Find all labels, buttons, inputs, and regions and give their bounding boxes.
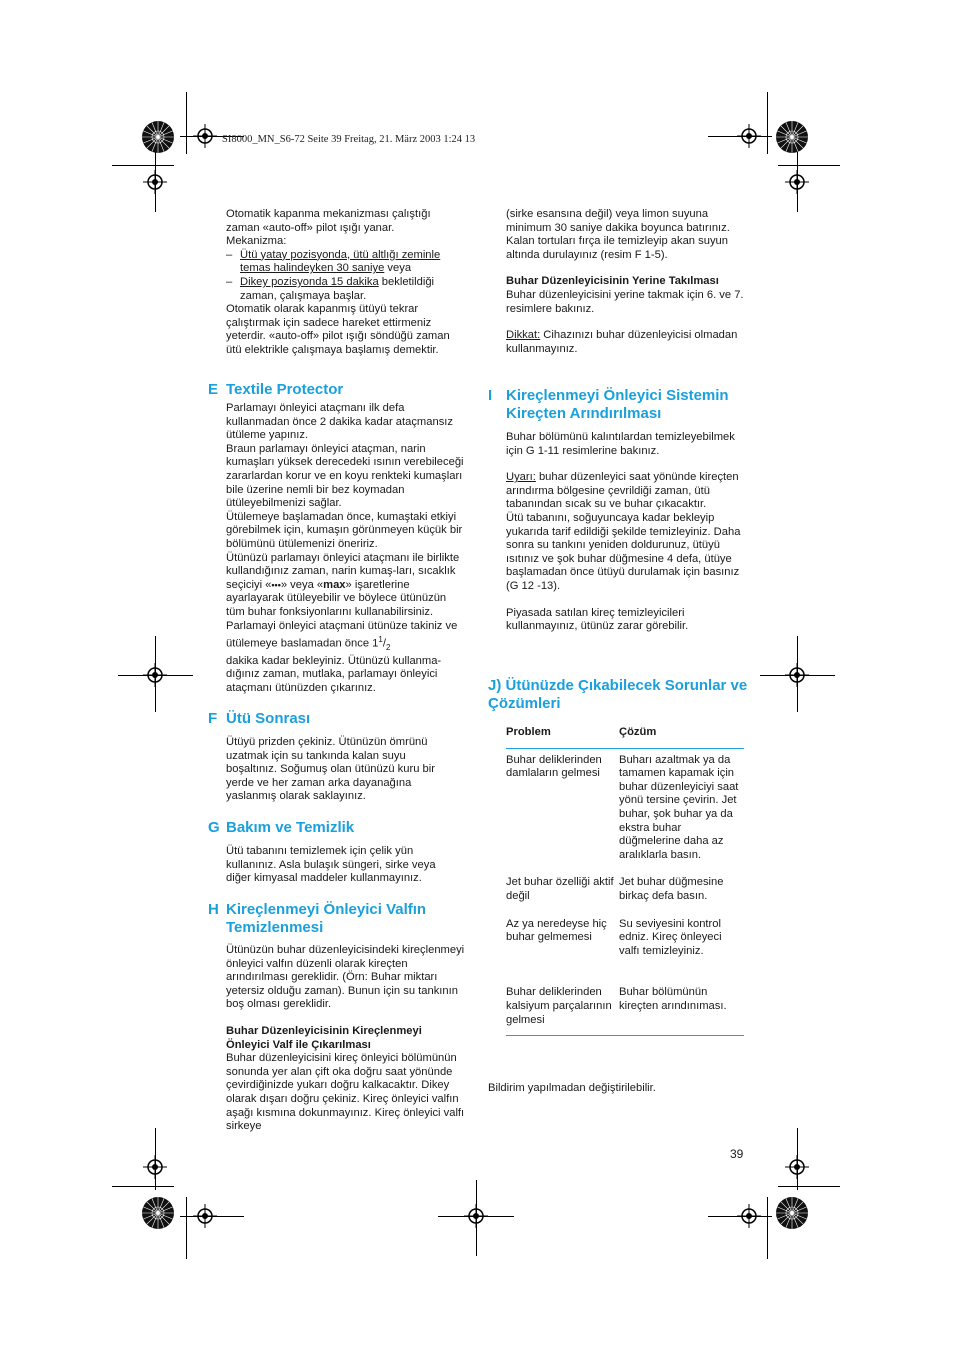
subheading: Buhar Düzenleyicisinin Kireçlenmeyi Önleyici Valf ile Çıkarılması [226, 1024, 422, 1051]
paragraph [226, 620, 466, 696]
change-notice [488, 1082, 748, 1096]
page-number: 39 [730, 1147, 744, 1161]
crop-line [112, 165, 174, 166]
paragraph [506, 329, 746, 356]
rosette-mark-icon [141, 120, 175, 154]
paragraph [506, 471, 746, 512]
registration-mark-icon [785, 663, 809, 687]
crop-line [186, 92, 187, 154]
section-heading-g [208, 819, 468, 837]
table-row [506, 986, 744, 1035]
fraction-numerator: 1 [378, 635, 383, 645]
section-letter: F [208, 710, 218, 727]
section-heading-f [208, 710, 468, 728]
registration-mark-icon [143, 170, 167, 194]
subheading: Buhar Düzenleyicisinin Yerine Takılması [506, 275, 719, 288]
registration-mark-icon [143, 663, 167, 687]
problem-cell: Buhar deliklerinden kalsiyum parçalarının gelmesi [506, 986, 612, 1026]
text: Parlamayi önleyici ataçmani ütünüze takiniz ve ütülemeye baslamadan önce 1 [226, 619, 458, 650]
paragraph: Bildirim yapılmadan değiştirilebilir. [488, 1082, 656, 1094]
table-row [506, 918, 744, 987]
paragraph: Ütü tabanını, soğuyuncaya kadar bekleyip yukarıda tarif edildiği şekilde temizleyiniz. Daha sonra su tankını yeniden doldurunuz, ütüyü ısıtınız ve şok buhar düğmesine 4 defa, ütüye başlamadan önce ütüyü durulamak için basınız (G 12 -13). [506, 511, 741, 592]
paragraph: Ütüyü prizden çekiniz. Ütünüzün ömrünü uzatmak için su tankında kalan suyu boşaltınız. Soğumuş olan ütünüzü kuru bir yerde ve her zaman arka dayanağına yaslanmış olarak saklayınız. [226, 736, 435, 803]
section-heading-i [488, 387, 758, 423]
warning-label: Dikkat: [506, 329, 541, 342]
crop-line [112, 1186, 174, 1187]
text: Ütünüzü parlamayı önleyici ataçmanı ile birlikte kullandığınız zaman, narin kumaş-ları, sıcaklık seçiciyi « [226, 551, 460, 591]
registration-mark-icon [464, 1204, 488, 1228]
solution-cell: Buhar bölümünün kireçten arındınıması. [619, 986, 727, 1012]
section-letter: G [208, 819, 220, 836]
section-heading-j [488, 677, 758, 713]
registration-mark-icon [737, 124, 761, 148]
fraction-slash: / [382, 637, 386, 650]
section-i-body [506, 431, 746, 634]
section-g-body [226, 845, 461, 886]
section-letter: I [488, 387, 493, 404]
crop-line [186, 1197, 187, 1259]
paragraph: Braun parlamayı önleyici ataçman, narin kumaşları yüksek derecedeki ısının verebileceği zararlardan korur ve en koyu renkteki kumaşları bile üzerine nemli bir bez koymadan ütüleyebilmenizi sağlar. [226, 442, 464, 510]
max-label: max [323, 578, 346, 591]
column-header-problem: Problem [506, 726, 551, 738]
problem-cell: Az ya neredeyse hiç buhar gelmemesi [506, 917, 607, 944]
section-letter: H [208, 901, 219, 918]
paragraph: Ütülemeye başlamadan önce, kumaştaki etkiyi görebilmek için, kumaşın görünmeyen küçük bir bölümünü ütülemenizi öneririz. [226, 510, 463, 550]
list-text: veya [384, 262, 412, 275]
section-title: Kireçlenmeyi Önleyici Sistemin Kireçten Arındırılması [506, 387, 729, 422]
paragraph: Buhar düzenleyicisini kireç önleyici bölümünün sonunda yer alan çift oka doğru saat yönünde çevirdiğinizde yukarı doğru kalkacaktır. Dikey olarak dışarı doğru çekiniz. Kireç önleyici valfın aşağı kısmına dokunmayınız. Kireç önleyici valfı sirkeye [226, 1052, 465, 1133]
section-title: Bakım ve Temizlik [226, 819, 355, 836]
paragraph: Buhar düzenleyicisini yerine takmak için 6. ve 7. resimlere bakınız. [506, 288, 744, 315]
text: dakika kadar bekleyiniz. Ütünüzü kullanma-dığınız zaman, mutlaka, parlamayı önleyici ataçmanı ütünüzden çıkarınız. [226, 654, 442, 694]
table-row [506, 876, 744, 917]
rosette-mark-icon [141, 1196, 175, 1230]
registration-mark-icon [785, 170, 809, 194]
paragraph: Otomatik kapanma mekanizması çalıştığı zaman «auto-off» pilot ışığı yanar. [226, 208, 431, 234]
paragraph: Mekanizma: [226, 235, 287, 248]
crop-line [767, 92, 768, 154]
table-row [506, 748, 744, 876]
paragraph: Piyasada satılan kireç temizleyicileri kullanmayınız, ütünüz zarar görebilir. [506, 606, 689, 633]
registration-mark-icon [143, 1155, 167, 1179]
print-slug: SI8000_MN_S6-72 Seite 39 Freitag, 21. März 2003 1:24 13 [222, 134, 476, 145]
registration-mark-icon [193, 1204, 217, 1228]
registration-mark-icon [193, 124, 217, 148]
rosette-mark-icon [775, 120, 809, 154]
right-continuation [506, 208, 746, 356]
section-f-body [226, 736, 456, 804]
solution-cell: Buharı azaltmak ya da tamamen kapamak için buhar düzenleyiciyi saat yönü tersine çevirin. Jet buhar, şok buhar ya da ekstra buhar düğmelerine daha az aralıklarla basın. [619, 753, 739, 861]
paragraph: Otomatik olarak kapanmış ütüyü tekrar çalıştırmak için sadece hareket ettirmeniz yeterdir. «auto-off» pilot ışığı söndüğü zaman ütü elektrikle çalışmaya başlamış demektir. [226, 303, 450, 356]
list-dash: – [226, 248, 233, 261]
paragraph: (sirke esansına değil) veya limon suyuna minimum 30 saniye dakika boyunca batırınız. Kalan tortuları fırça ile temizleyip akan suyun altında durulayınız (resim F 1-5). [506, 208, 730, 261]
fraction-denominator: 2 [385, 643, 391, 653]
paragraph: Ütünüzün buhar düzenleyicisindeki kireçlenmeyi önleyici valfın düzenli olarak kireçten arındırılması gereklidir. (Örn: Buhar miktarı yetersiz olduğu zaman). Bunun için su tankının boş olması gereklidir. [226, 944, 465, 1011]
text: » işaretlerine ayarlayarak ütüleyebilir ve böylece ütünüzün tüm buhar fonksiyonlarını kullanabilirsiniz. [226, 578, 447, 618]
registration-mark-icon [737, 1204, 761, 1228]
text: » veya « [280, 578, 324, 591]
list-dash: – [226, 275, 233, 288]
text: buhar düzenleyici saat yönünde kireçten arındırma bölgesine çevrildiği zaman, ütü tabanından sıcak su ve buhar çıkacaktır. [506, 471, 739, 511]
problem-cell: Jet buhar özelliği aktif değil [506, 876, 614, 902]
section-heading-e [208, 381, 468, 399]
list-item [226, 276, 466, 303]
text: Cihazınızı buhar düzenleyicisi olmadan kullanmayınız. [506, 329, 738, 355]
solution-cell: Su seviyesini kontrol edniz. Kireç önleyeci valfı temizleyiniz. [619, 917, 722, 957]
section-e-body [226, 402, 466, 695]
list-text-underlined: Ütü yatay pozisyonda, ütü altlığı zeminle temas halindeyken 30 saniye [240, 248, 441, 275]
list-text-underlined: Dikey pozisyonda 15 dakika [240, 275, 379, 288]
column-header-solution: Çözüm [619, 726, 657, 738]
left-intro [226, 208, 466, 358]
table-header-row [506, 726, 744, 748]
paragraph: Buhar bölümünü kalıntılardan temizleyebilmek için G 1-11 resimlerine bakınız. [506, 431, 735, 457]
paragraph [226, 552, 466, 620]
section-title: Ütü Sonrası [226, 710, 311, 727]
paragraph: Ütü tabanını temizlemek için çelik yün kullanınız. Asla bulaşık süngeri, sirke veya diğer kimyasal maddeler kullanmayınız. [226, 845, 436, 885]
rosette-mark-icon [775, 1196, 809, 1230]
crop-line [778, 1186, 840, 1187]
crop-line [767, 1197, 768, 1259]
section-title: J) Ütünüzde Çıkabilecek Sorunlar ve Çözümleri [488, 677, 748, 712]
section-h-body [226, 944, 466, 1134]
crop-line [778, 165, 840, 166]
solution-cell: Jet buhar düğmesine birkaç defa basın. [619, 876, 724, 902]
registration-mark-icon [785, 1155, 809, 1179]
troubleshooting-table [506, 726, 744, 1036]
section-title: Kireçlenmeyi Önleyici Valfın Temizlenmesi [226, 901, 427, 936]
section-letter: E [208, 381, 219, 398]
section-title: Textile Protector [226, 381, 344, 398]
paragraph: Parlamayı önleyici ataçmanı ilk defa kullanmadan önce 2 dakika kadar ataçmansız ütüleme yapınız. [226, 402, 453, 442]
list-item [226, 249, 466, 276]
warning-label: Uyarı: [506, 471, 536, 484]
list-text: bekletildiği zaman, çalışmaya başlar. [240, 275, 435, 302]
problem-cell: Buhar deliklerinden damlaların gelmesi [506, 753, 602, 780]
temperature-dots: ••• [271, 579, 281, 590]
section-heading-h [208, 901, 468, 937]
